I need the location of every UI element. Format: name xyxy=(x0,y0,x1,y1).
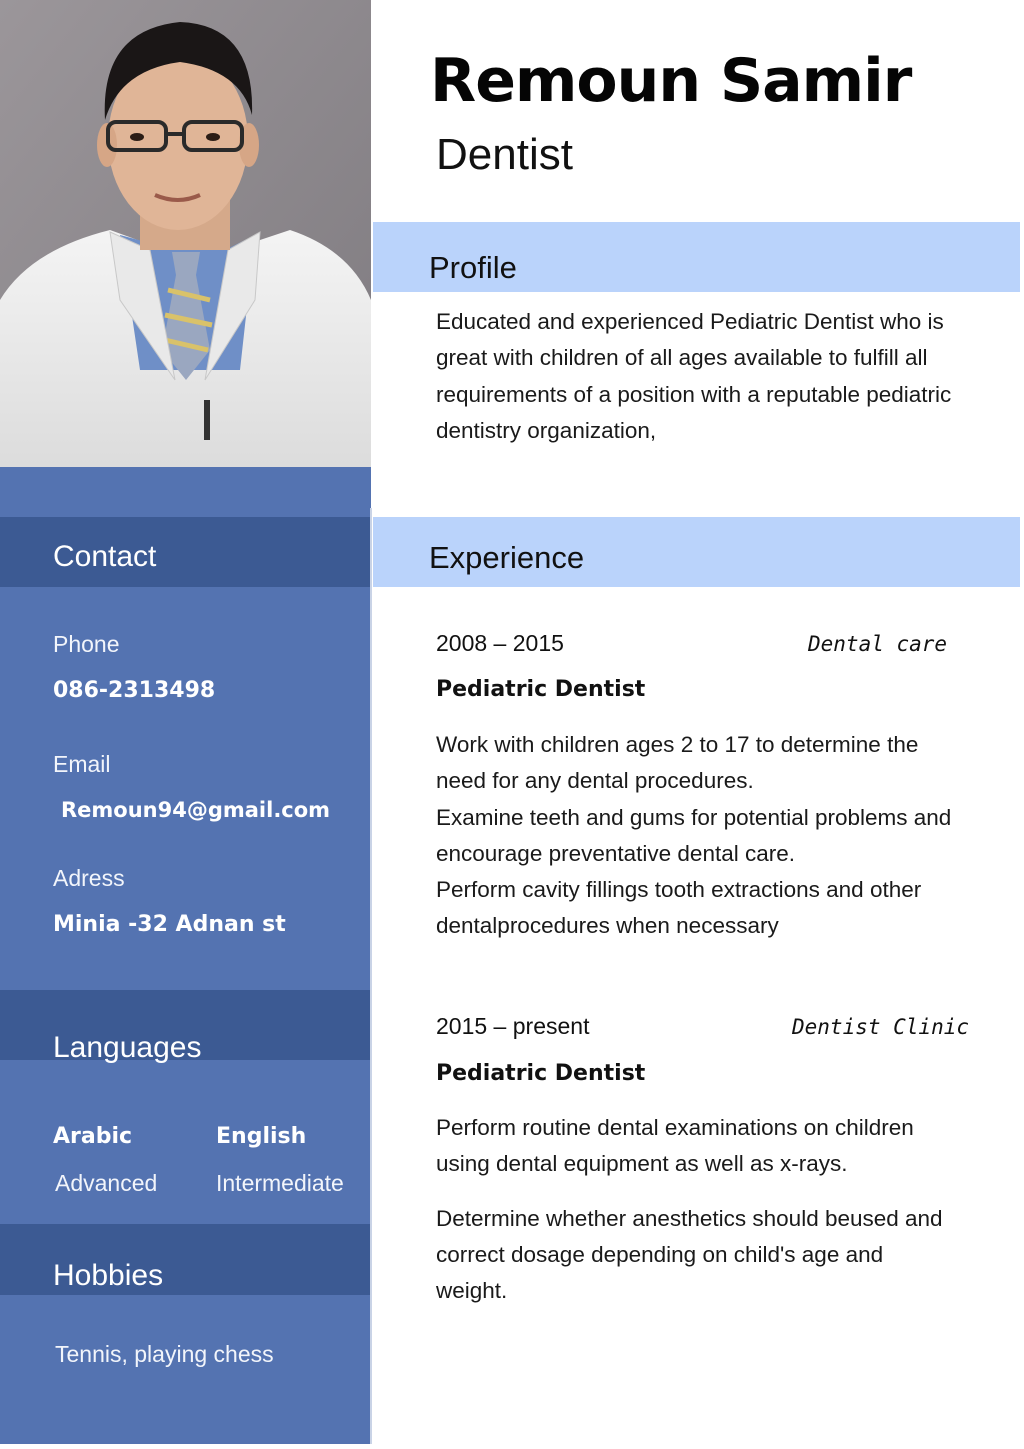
language-level: Advanced xyxy=(55,1170,158,1196)
email-value[interactable]: Remoun94@gmail.com xyxy=(61,798,331,822)
profile-heading: Profile xyxy=(429,250,517,285)
job-title: Pediatric Dentist xyxy=(436,677,646,702)
person-name: Remoun Samir xyxy=(430,46,912,116)
profile-photo xyxy=(0,0,371,467)
job-title: Pediatric Dentist xyxy=(436,1061,646,1086)
contact-heading: Contact xyxy=(53,540,157,573)
person-role: Dentist xyxy=(436,130,573,179)
profile-text: Educated and experienced Pediatric Dentist who is great with children of all ages available to fulfill all requirements of a position with a reputable pediatric dentistry organization, xyxy=(436,309,952,443)
column-divider xyxy=(370,508,372,1444)
job-description-line: Work with children ages 2 to 17 to determine the need for any dental procedures. xyxy=(436,732,919,794)
phone-label: Phone xyxy=(53,631,120,657)
job-company: Dentist Clinic xyxy=(792,1015,970,1039)
hobbies-heading: Hobbies xyxy=(53,1259,164,1292)
job-description-line: Perform cavity fillings tooth extractions and other dentalprocedures when necessary xyxy=(436,877,922,939)
language-level: Intermediate xyxy=(216,1170,344,1196)
job-description-line: Perform routine dental examinations on children using dental equipment as well as x-rays. xyxy=(436,1115,914,1177)
languages-heading: Languages xyxy=(53,1031,202,1064)
phone-value: 086-2313498 xyxy=(53,678,216,703)
job-dates: 2015 – present xyxy=(436,1013,590,1039)
job-company: Dental care xyxy=(808,632,948,656)
address-value: Minia -32 Adnan st xyxy=(53,912,286,937)
address-label: Adress xyxy=(53,865,125,891)
job-description-line: Examine teeth and gums for potential problems and encourage preventative dental care. xyxy=(436,804,952,866)
doctor-portrait-photo xyxy=(0,0,371,467)
job-description xyxy=(436,727,956,945)
experience-heading: Experience xyxy=(429,540,585,575)
hobbies-text: Tennis, playing chess xyxy=(55,1341,274,1367)
sidebar xyxy=(0,467,371,1444)
email-label: Email xyxy=(53,751,111,777)
job-dates: 2008 – 2015 xyxy=(436,630,564,656)
job-description-line: Determine whether anesthetics should beused and correct dosage depending on child's age and weight. xyxy=(436,1205,943,1304)
job-description xyxy=(436,1110,951,1309)
language-name: English xyxy=(216,1124,307,1149)
language-name: Arabic xyxy=(53,1124,133,1149)
